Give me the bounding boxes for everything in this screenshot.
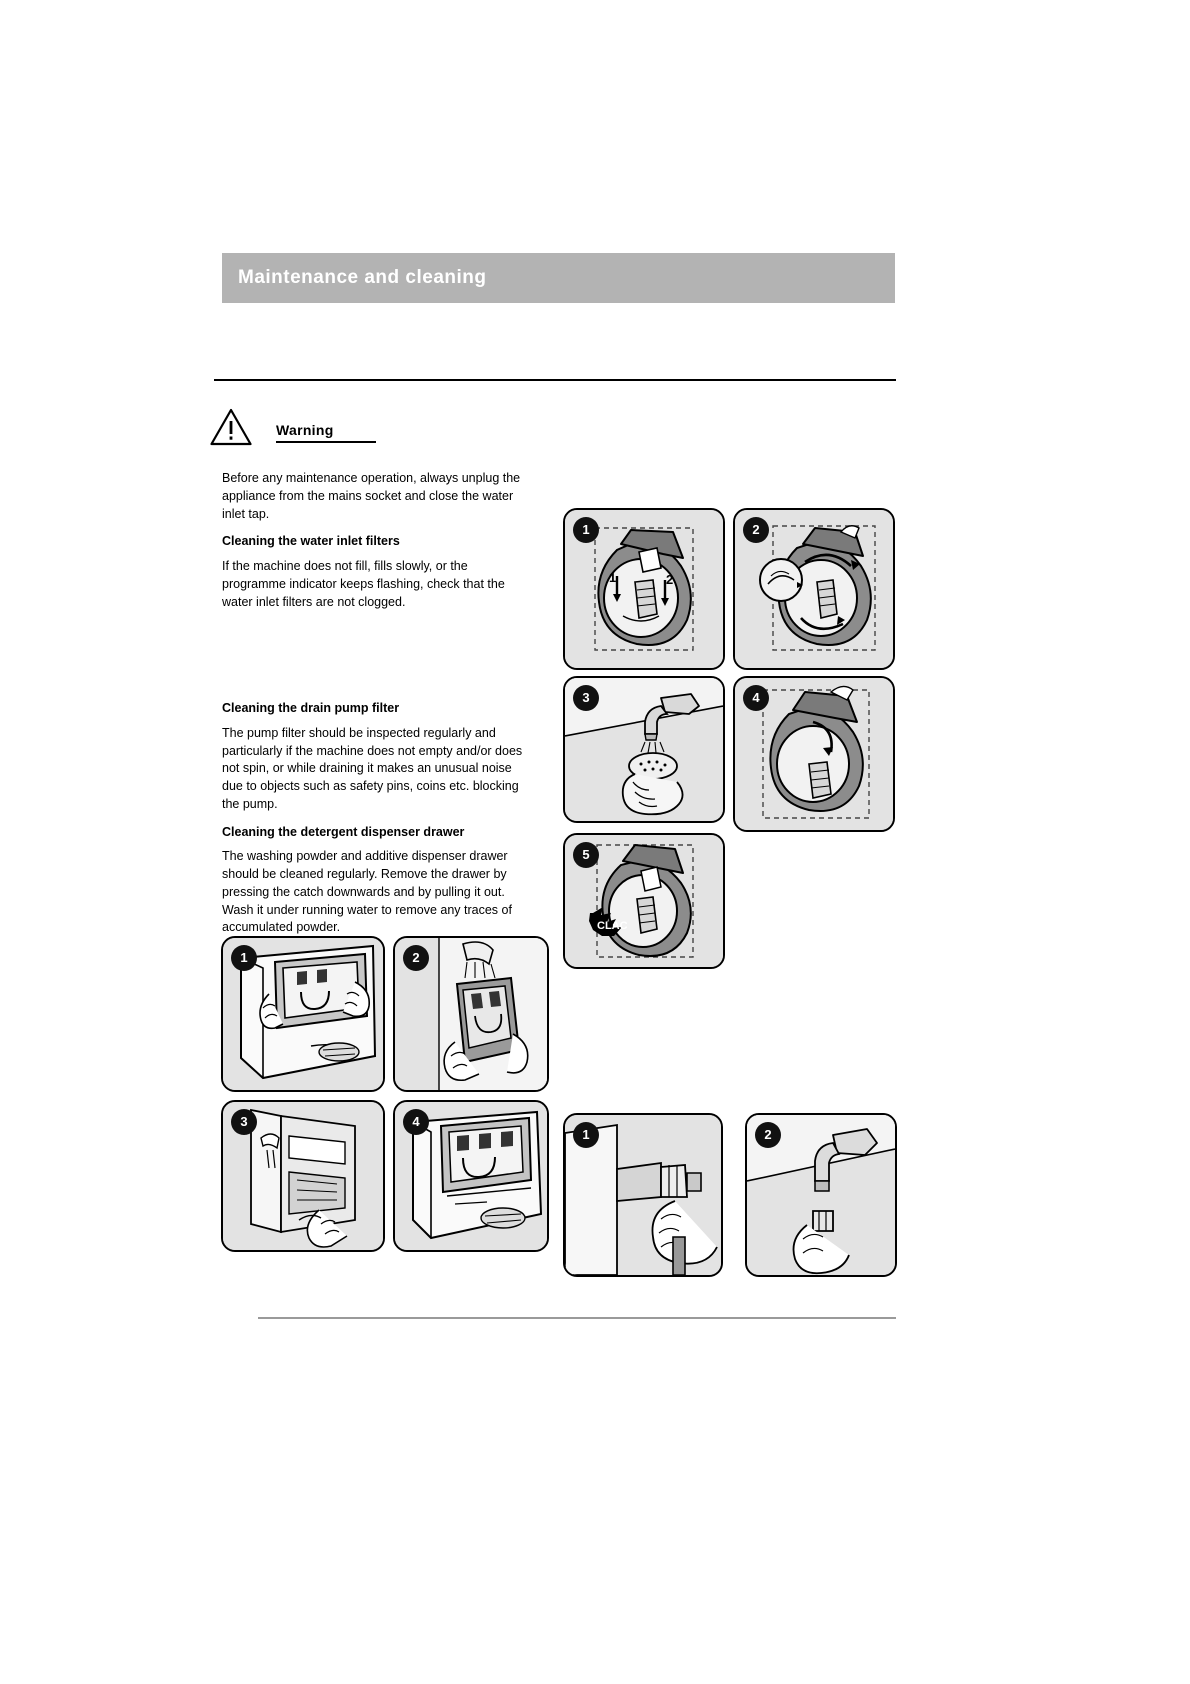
heading-inlet-filters: Cleaning the water inlet filters xyxy=(222,534,400,549)
panel-wash-drawer xyxy=(393,936,549,1092)
pump-drawer-text-block xyxy=(222,700,532,947)
panel-open-pump-cover xyxy=(563,508,725,670)
panel-number: 2 xyxy=(755,1122,781,1148)
panel-number: 1 xyxy=(573,517,599,543)
panel-number: 2 xyxy=(403,945,429,971)
panel-number: 3 xyxy=(573,685,599,711)
paragraph-inlet-filters: If the machine does not fill, fills slowly, or the programme indicator keeps flashing, check that the water inlet filters are not clogged. xyxy=(222,559,505,609)
panel-number: 1 xyxy=(573,1122,599,1148)
intro-text-block xyxy=(222,470,532,621)
paragraph-pump-filter: The pump filter should be inspected regularly and particularly if the machine does not empty and/or does not spin, or while draining it makes an unusual noise due to objects such as safety pins, coins etc. blocking the pump. xyxy=(222,725,523,811)
panel-number: 2 xyxy=(743,517,769,543)
panel-rinse-filter xyxy=(563,676,725,823)
paragraph-dispenser-drawer: The washing powder and additive dispenser drawer should be cleaned regularly. Remove the drawer by pressing the catch downwards and by pulling it out. Wash it under running water to remove any traces of accumulated powder. xyxy=(222,849,512,935)
warning-label: Warning xyxy=(276,422,376,443)
panel-remove-drawer xyxy=(221,936,385,1092)
svg-text:CLAC: CLAC xyxy=(597,920,628,932)
panel-refit-drawer xyxy=(393,1100,549,1252)
panel-number: 4 xyxy=(743,685,769,711)
svg-text:1: 1 xyxy=(609,570,617,585)
warning-triangle-icon xyxy=(210,408,252,446)
divider-bottom xyxy=(258,1317,896,1319)
panel-hose-machine-end xyxy=(563,1113,723,1277)
panel-number: 4 xyxy=(403,1109,429,1135)
section-title: Maintenance and cleaning xyxy=(238,267,487,288)
panel-hose-tap-end xyxy=(745,1113,897,1277)
divider-top xyxy=(214,379,896,381)
panel-number: 5 xyxy=(573,842,599,868)
section-header-band xyxy=(222,253,895,303)
panel-number: 3 xyxy=(231,1109,257,1135)
warning-row xyxy=(210,408,810,450)
panel-remove-filter xyxy=(733,508,895,670)
panel-number: 1 xyxy=(231,945,257,971)
panel-clean-recess xyxy=(221,1100,385,1252)
heading-dispenser-drawer: Cleaning the detergent dispenser drawer xyxy=(222,824,465,839)
heading-pump-filter: Cleaning the drain pump filter xyxy=(222,701,400,715)
intro-paragraph: Before any maintenance operation, always unplug the appliance from the mains socket and close the water inlet tap. xyxy=(222,471,521,521)
panel-refit-filter xyxy=(733,676,895,832)
panel-close-cover-clac xyxy=(563,833,725,969)
svg-text:2: 2 xyxy=(666,572,674,587)
